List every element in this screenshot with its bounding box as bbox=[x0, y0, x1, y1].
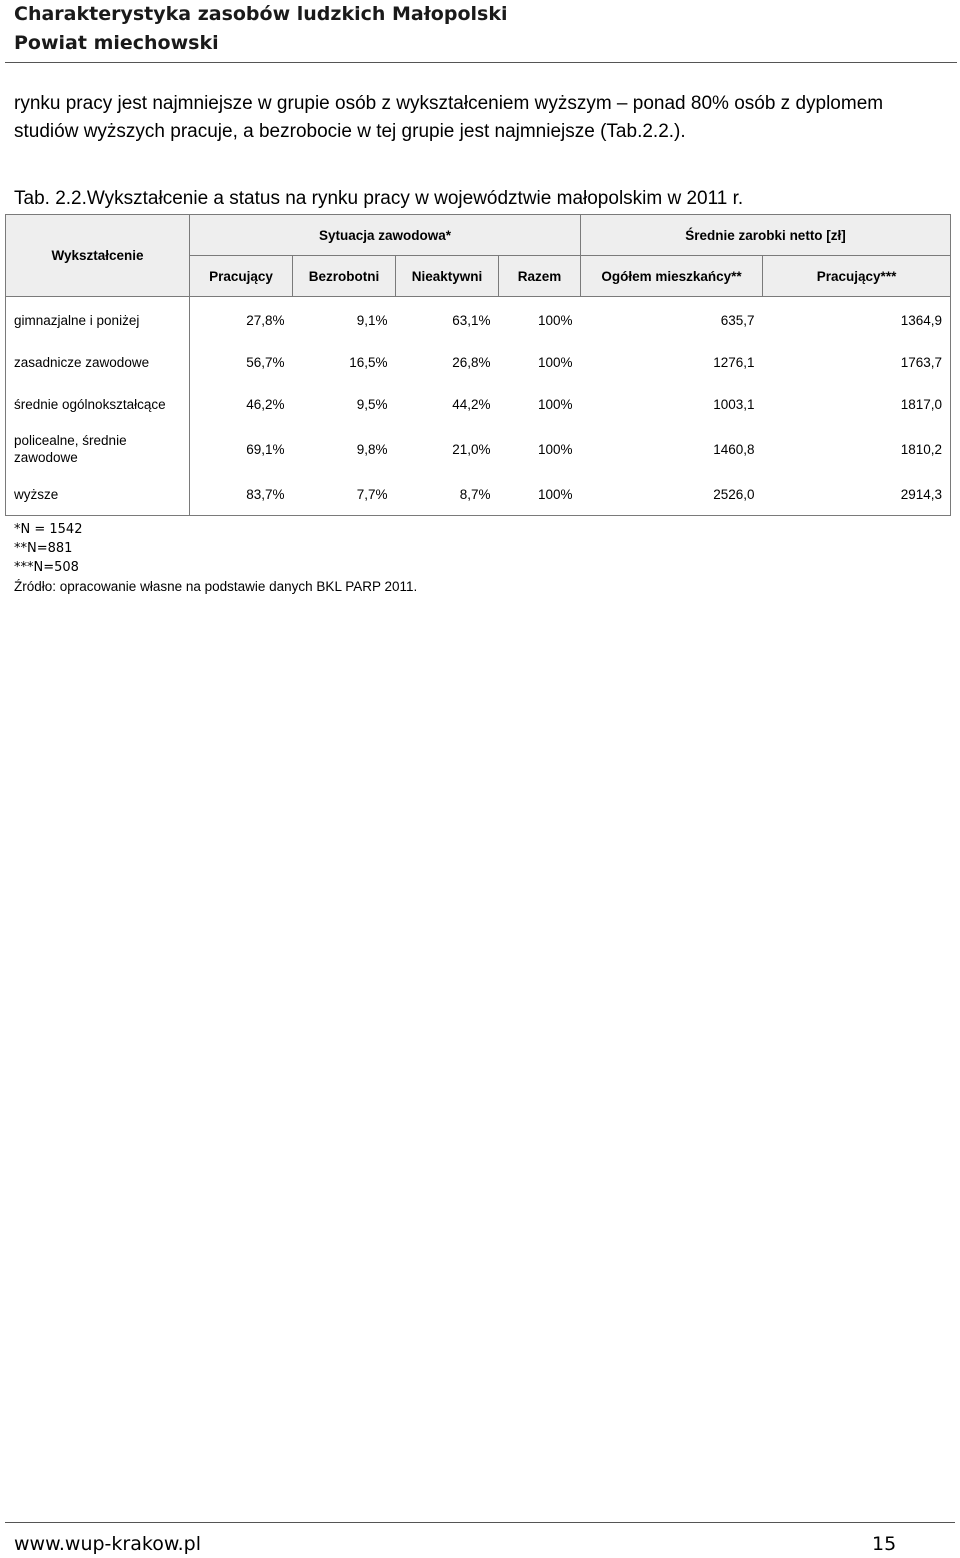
table-caption: Tab. 2.2.Wykształcenie a status na rynku pracy w województwie małopolskim w 2011 r. bbox=[14, 188, 744, 209]
cell-total: 100% bbox=[538, 312, 573, 328]
cell-employed: 69,1% bbox=[246, 441, 285, 457]
education-status-table bbox=[5, 214, 951, 516]
cell-total: 100% bbox=[538, 441, 573, 457]
row-label: gimnazjalne i poniżej bbox=[6, 299, 190, 341]
source-note: Źródło: opracowanie własne na podstawie danych BKL PARP 2011. bbox=[14, 579, 418, 594]
cell-total: 100% bbox=[538, 354, 573, 370]
cell-employed-earnings: 1810,2 bbox=[763, 425, 951, 473]
page-number: 15 bbox=[872, 1533, 897, 1555]
subheader-employed: Pracujący bbox=[190, 256, 293, 297]
cell-employed: 56,7% bbox=[246, 354, 285, 370]
cell-all-residents: 1003,1 bbox=[713, 396, 755, 412]
note-n3: ***N=508 bbox=[14, 560, 79, 575]
table-notes bbox=[14, 520, 417, 596]
cell-total: 100% bbox=[538, 396, 573, 412]
subheader-all-residents: Ogółem mieszkańcy** bbox=[581, 256, 763, 297]
cell-employed-earnings: 1763,7 bbox=[763, 341, 951, 383]
intro-line-2: studiów wyższych pracuje, a bezrobocie w tej grupie jest najmniejsze (Tab.2.2.). bbox=[14, 121, 686, 142]
cell-inactive: 63,1% bbox=[452, 312, 491, 328]
cell-employed: 46,2% bbox=[246, 396, 285, 412]
header-education: Wykształcenie bbox=[6, 215, 190, 297]
cell-employed-earnings: 1364,9 bbox=[763, 299, 951, 341]
cell-inactive: 21,0% bbox=[452, 441, 491, 457]
cell-all-residents: 635,7 bbox=[720, 312, 755, 328]
footer-url: www.wup-krakow.pl bbox=[14, 1533, 201, 1555]
cell-all-residents: 1460,8 bbox=[713, 441, 755, 457]
cell-employed-earnings: 1817,0 bbox=[763, 383, 951, 425]
cell-all-residents: 1276,1 bbox=[713, 354, 755, 370]
cell-employed-earnings: 2914,3 bbox=[763, 473, 951, 516]
table-row bbox=[6, 299, 951, 341]
subheader-total: Razem bbox=[499, 256, 581, 297]
footer-divider bbox=[5, 1522, 955, 1523]
row-label: średnie ogólnokształcące bbox=[6, 383, 190, 425]
subheader-inactive: Nieaktywni bbox=[396, 256, 499, 297]
cell-unemployed: 7,7% bbox=[293, 473, 396, 516]
cell-unemployed: 9,5% bbox=[356, 396, 388, 412]
cell-employed: 27,8% bbox=[246, 312, 285, 328]
table-row bbox=[6, 341, 951, 383]
header-divider bbox=[5, 62, 957, 63]
table-row bbox=[6, 473, 951, 516]
row-label bbox=[6, 425, 190, 473]
cell-unemployed: 16,5% bbox=[349, 354, 388, 370]
cell-total: 100% bbox=[499, 473, 581, 516]
subheader-employed-earnings: Pracujący*** bbox=[763, 256, 951, 297]
header-group-status: Sytuacja zawodowa* bbox=[190, 215, 581, 256]
cell-inactive: 26,8% bbox=[452, 354, 491, 370]
header-title-line2: Powiat miechowski bbox=[14, 32, 219, 54]
header-group-earnings: Średnie zarobki netto [zł] bbox=[581, 215, 951, 256]
header-title-line1: Charakterystyka zasobów ludzkich Małopolski bbox=[14, 3, 508, 25]
cell-unemployed: 9,8% bbox=[356, 441, 388, 457]
intro-line-1: rynku pracy jest najmniejsze w grupie osób z wykształceniem wyższym – ponad 80% osób z dyplomem bbox=[14, 93, 884, 114]
note-n2: **N=881 bbox=[14, 541, 73, 556]
cell-unemployed: 9,1% bbox=[356, 312, 388, 328]
row-label: zasadnicze zawodowe bbox=[6, 341, 190, 383]
table-row bbox=[6, 425, 951, 473]
cell-inactive: 8,7% bbox=[396, 473, 499, 516]
row-label-text: policealne, średnie zawodowe bbox=[14, 433, 127, 465]
table-row bbox=[6, 383, 951, 425]
cell-all-residents: 2526,0 bbox=[581, 473, 763, 516]
page-header bbox=[14, 0, 507, 58]
intro-paragraph bbox=[14, 90, 954, 146]
subheader-unemployed: Bezrobotni bbox=[293, 256, 396, 297]
cell-employed: 83,7% bbox=[190, 473, 293, 516]
row-label: wyższe bbox=[6, 473, 190, 516]
cell-inactive: 44,2% bbox=[452, 396, 491, 412]
note-n1: *N = 1542 bbox=[14, 522, 83, 537]
